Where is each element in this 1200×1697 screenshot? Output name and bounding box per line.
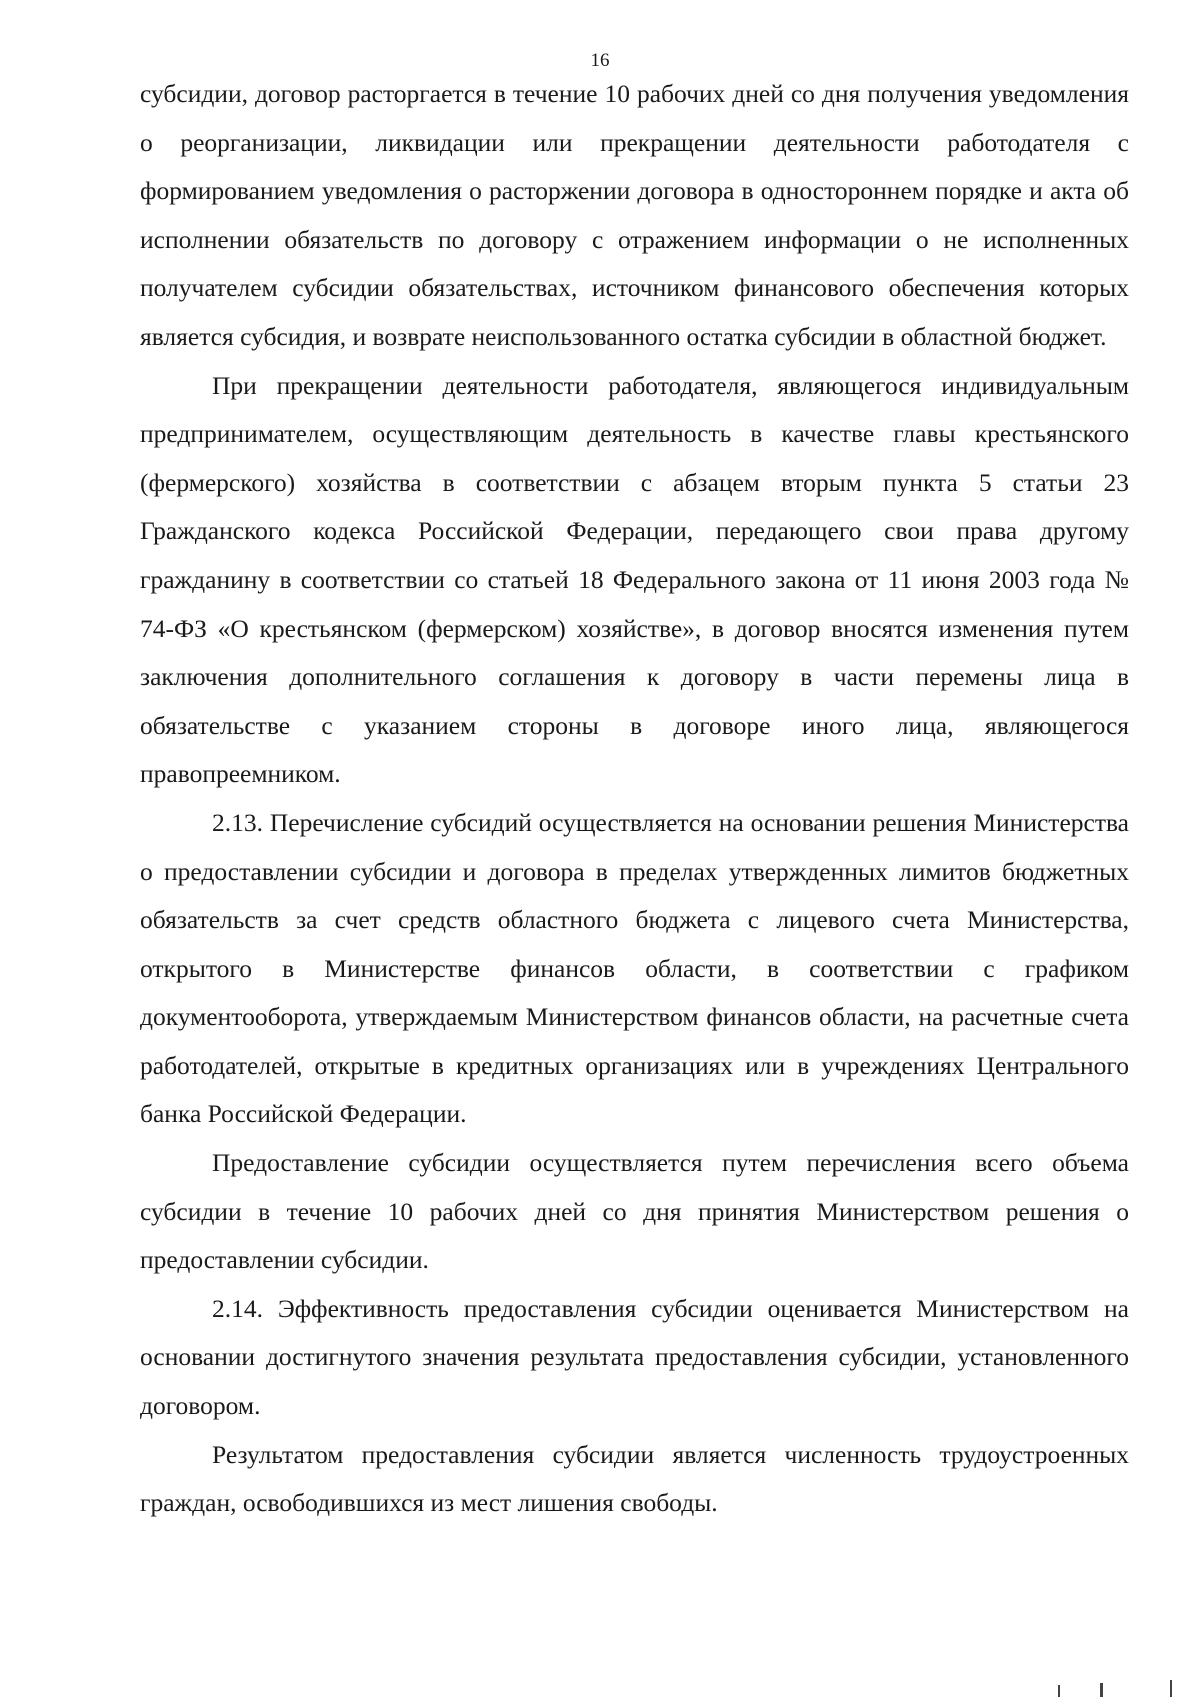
paragraph-clause-2-13: 2.13. Перечисление субсидий осуществляется на основании решения Министерства о предоставлении субсидии и договора в пределах утвержденных лимитов бюджетных обязательств за счет средств областного бюджета с лицевого счета Министерства, открытого в Министерстве финансов области, в соответствии с графиком документооборота, утверждаемым Министерством финансов области, на расчетные счета работодателей, открытые в кредитных организациях или в учреждениях Центрального банка Российской Федерации.	[140, 807, 1129, 1129]
paragraph-individual-entrepreneur: При прекращении деятельности работодателя, являющегося индивидуальным предпринимателем, осуществляющим деятельность в качестве главы крестьянского (фермерского) хозяйства в соответствии с абзацем вторым пункта 5 статьи 23 Гражданского кодекса Российской Федерации, передающего свои права другому гражданину в соответствии со статьей 18 Федерального закона от 11 июня 2003 года № 74-ФЗ «О крестьянском (фермерском) хозяйстве», в договор вносятся изменения путем заключения дополнительного соглашения к договору в части перемены лица в обязательстве с указанием стороны в договоре иного лица, являющегося правопреемником.	[140, 370, 1129, 789]
page-body	[140, 70, 1129, 1528]
paragraph-continuation: субсидии, договор расторгается в течение 10 рабочих дней со дня получения уведомления о реорганизации, ликвидации или прекращении деятельности работодателя с формированием уведомления о расторжении договора в одностороннем порядке и акта об исполнении обязательств по договору с отражением информации о не исполненных получателем субсидии обязательствах, источником финансового обеспечения которых является субсидия, и возврате неиспользованного остатка субсидии в областной бюджет.	[140, 79, 1129, 351]
scan-mark-bottom-1	[1058, 1685, 1060, 1697]
scan-mark-bottom-3	[1170, 1680, 1172, 1697]
paragraph-result: Результатом предоставления субсидии является численность трудоустроенных граждан, освободившихся из мест лишения свободы.	[140, 1439, 1129, 1518]
scan-mark-bottom-2	[1100, 1683, 1103, 1697]
paragraph-subsidy-transfer: Предоставление субсидии осуществляется путем перечисления всего объема субсидии в течение 10 рабочих дней со дня принятия Министерством решения о предоставлении субсидии.	[140, 1148, 1129, 1275]
paragraph-clause-2-14: 2.14. Эффективность предоставления субсидии оценивается Министерством на основании достигнутого значения результата предоставления субсидии, установленного договором.	[140, 1293, 1129, 1421]
page-number: 16	[590, 50, 610, 71]
